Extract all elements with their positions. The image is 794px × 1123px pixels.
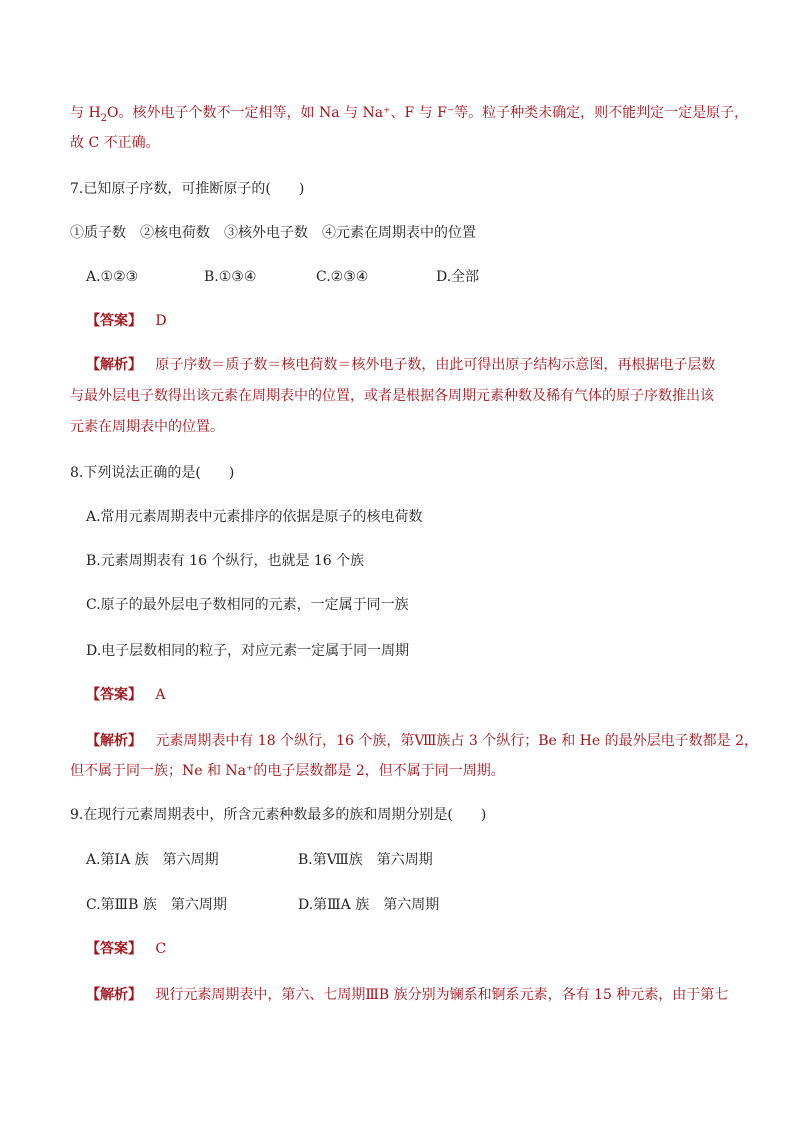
q7-option-b: B.①③④ [204, 269, 257, 285]
continuation-line-1 [70, 103, 749, 124]
q8-stem: 8.下列说法正确的是( ) [70, 465, 235, 481]
q8-option-a: A.常用元素周期表中元素排序的依据是原子的核电荷数 [86, 509, 423, 525]
analysis-tag: 【解析】 [86, 733, 142, 749]
answer-tag: 【答案】 [86, 313, 142, 329]
q9-analysis-line-1 [86, 985, 732, 1005]
q7-analysis-line-2: 与最外层电子数得出该元素在周期表中的位置，或者是根据各周期元素种数及稀有气体的原子序数推出该 [70, 388, 714, 404]
q9-option-b: B.第Ⅷ族 第六周期 [298, 852, 433, 868]
q7-analysis-line-3: 元素在周期表中的位置。 [70, 419, 224, 435]
analysis-text: 现行元素周期表中，第六、七周期ⅢB 族分别为镧系和锕系元素，各有 15 种元素，由于第七 [155, 987, 729, 1003]
answer-tag: 【答案】 [86, 941, 142, 957]
q9-option-a: A.第ⅠA 族 第六周期 [86, 852, 219, 868]
q8-answer [86, 685, 732, 705]
continuation-text-a: 与 H [70, 105, 101, 121]
q9-option-c: C.第ⅢB 族 第六周期 [86, 897, 227, 913]
q9-stem: 9.在现行元素周期表中，所含元素种数最多的族和周期分别是( ) [70, 807, 487, 823]
q7-stem: 7.已知原子序数，可推断原子的( ) [70, 181, 305, 197]
answer-value: A [155, 687, 166, 703]
continuation-text-b: O。核外电子个数不一定相等，如 Na 与 Na⁺、F 与 F⁻等。粒子种类未确定，则不能判定一定是原子， [107, 105, 749, 121]
q8-option-d: D.电子层数相同的粒子，对应元素一定属于同一周期 [86, 643, 410, 659]
q8-option-c: C.原子的最外层电子数相同的元素，一定属于同一族 [86, 597, 409, 613]
q7-items: ①质子数 ②核电荷数 ③核外电子数 ④元素在周期表中的位置 [70, 225, 476, 241]
continuation-line-2: 故 C 不正确。 [70, 135, 160, 151]
analysis-text: 原子序数＝质子数＝核电荷数＝核外电子数，由此可得出原子结构示意图，再根据电子层数 [155, 357, 716, 373]
q7-analysis-line-1 [86, 355, 732, 375]
analysis-text: 元素周期表中有 18 个纵行，16 个族，第Ⅷ族占 3 个纵行；Be 和 He 的最外层电子数都是 2， [155, 733, 758, 749]
analysis-tag: 【解析】 [86, 357, 142, 373]
q8-analysis-line-2: 但不属于同一族；Ne 和 Na⁺的电子层数都是 2，但不属于同一周期。 [70, 763, 505, 779]
subscript-2: 2 [100, 112, 108, 124]
analysis-tag: 【解析】 [86, 987, 142, 1003]
answer-value: C [155, 941, 167, 957]
q9-answer [86, 939, 732, 959]
q7-answer [86, 311, 732, 331]
q8-analysis-line-1 [86, 731, 758, 751]
answer-value: D [155, 313, 167, 329]
q7-option-d: D.全部 [436, 269, 480, 285]
answer-tag: 【答案】 [86, 687, 142, 703]
q9-option-d: D.第ⅢA 族 第六周期 [298, 897, 440, 913]
q7-option-c: C.②③④ [316, 269, 369, 285]
q8-option-b: B.元素周期表有 16 个纵行，也就是 16 个族 [86, 553, 365, 569]
q7-option-a: A.①②③ [86, 269, 139, 285]
